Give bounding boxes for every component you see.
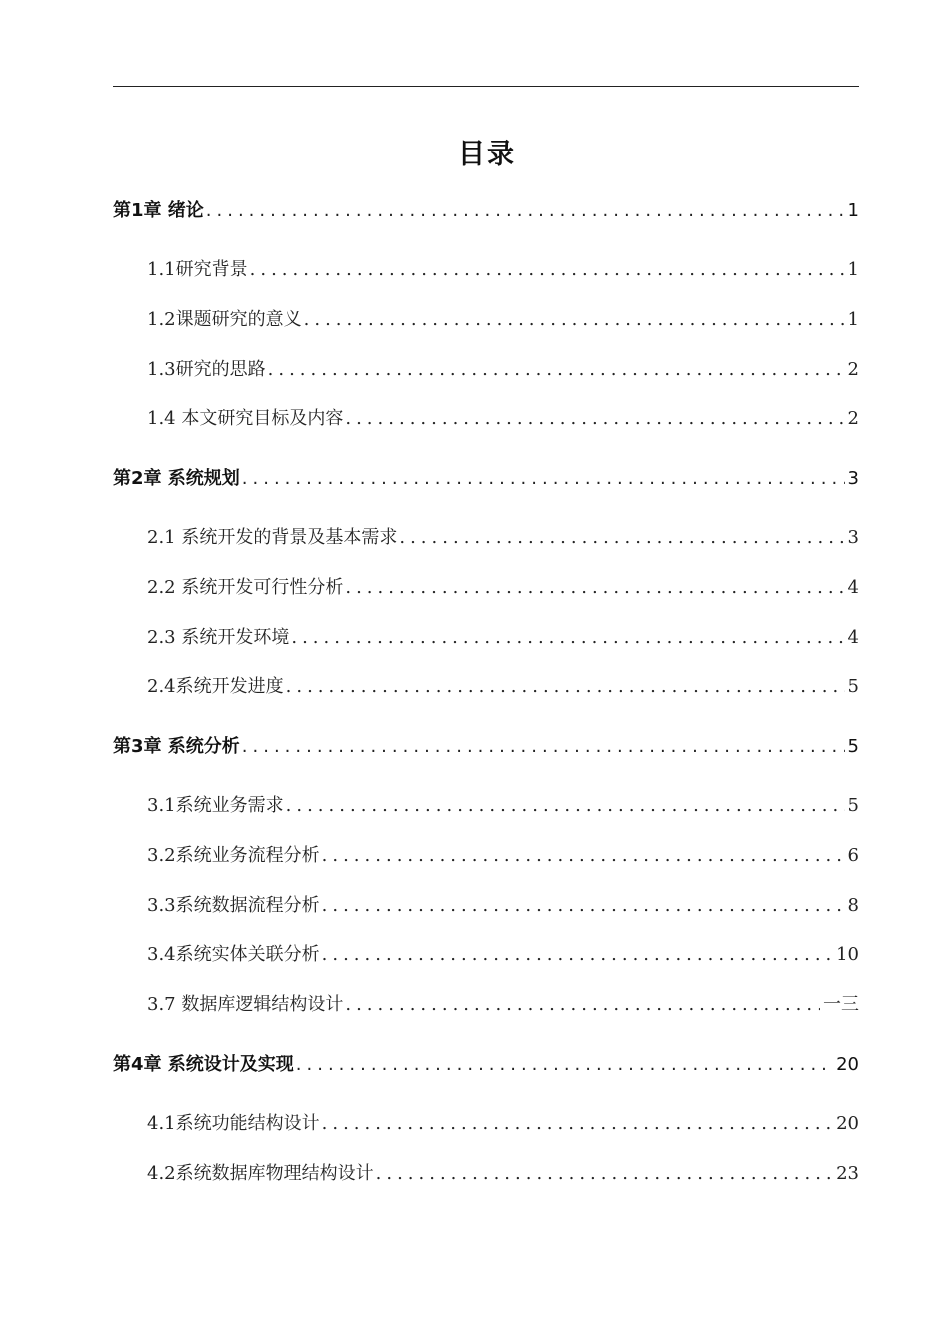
toc-entry-label: 第4章 系统设计及实现	[113, 1054, 294, 1075]
toc-entry-section[interactable]	[147, 573, 859, 603]
toc-entry-section[interactable]	[147, 891, 859, 921]
toc-entry-label: 第3章 系统分析	[113, 736, 240, 757]
dot-leader	[345, 408, 844, 429]
toc-entry-chapter[interactable]	[113, 732, 859, 762]
toc-entry-page: 6	[847, 845, 859, 866]
toc-entry-label: 3.1系统业务需求	[147, 795, 284, 816]
toc-entry-page: 20	[836, 1113, 859, 1134]
dot-leader	[322, 1113, 833, 1134]
toc-entry-section[interactable]	[147, 841, 859, 871]
toc-entry-page: 5	[847, 676, 859, 697]
toc-entry-label: 2.4系统开发进度	[147, 676, 284, 697]
toc-entry-page: 1	[847, 309, 859, 330]
dot-leader	[322, 944, 833, 965]
toc-entry-label: 4.2系统数据库物理结构设计	[147, 1163, 374, 1184]
toc-entry-page: 20	[836, 1054, 859, 1075]
toc-entry-page: 5	[847, 795, 859, 816]
toc-entry-label: 3.3系统数据流程分析	[147, 895, 320, 916]
toc-entry-page: 2	[847, 359, 859, 380]
toc-entry-section[interactable]	[147, 1109, 859, 1139]
toc-entry-page: 1	[847, 259, 859, 280]
toc-entry-label: 第2章 系统规划	[113, 468, 240, 489]
toc-entry-page: 23	[836, 1163, 859, 1184]
dot-leader	[286, 676, 845, 697]
toc-entry-chapter[interactable]	[113, 464, 859, 494]
dot-leader	[250, 259, 845, 280]
toc-entry-section[interactable]	[147, 791, 859, 821]
toc-entry-page: 4	[847, 627, 859, 648]
dot-leader	[376, 1163, 833, 1184]
toc-entry-chapter[interactable]	[113, 196, 859, 226]
dot-leader	[242, 736, 845, 757]
toc-title: 目录	[458, 139, 516, 170]
toc-entry-section[interactable]	[147, 255, 859, 285]
toc-entry-page: 3	[847, 468, 859, 489]
toc-entry-label: 第1章 绪论	[113, 200, 204, 221]
toc-entry-section[interactable]	[147, 1159, 859, 1189]
toc-entry-section[interactable]	[147, 404, 859, 434]
dot-leader	[242, 468, 845, 489]
toc-entry-page: 4	[847, 577, 859, 598]
toc-entry-label: 3.4系统实体关联分析	[147, 944, 320, 965]
toc-entry-page: 1	[847, 200, 859, 221]
toc-entry-label: 2.2 系统开发可行性分析	[147, 577, 344, 598]
toc-entry-page: 3	[847, 527, 859, 548]
toc-entry-label: 1.1研究背景	[147, 259, 248, 280]
dot-leader	[399, 527, 844, 548]
toc-entry-section[interactable]	[147, 990, 859, 1020]
toc-entry-section[interactable]	[147, 940, 859, 970]
dot-leader	[296, 1054, 833, 1075]
toc-entry-section[interactable]	[147, 623, 859, 653]
toc-entry-page: 5	[847, 736, 859, 757]
toc-entry-chapter[interactable]	[113, 1050, 859, 1080]
dot-leader	[345, 994, 820, 1015]
toc-entry-section[interactable]	[147, 523, 859, 553]
toc-entry-page: 一三	[823, 994, 859, 1015]
toc-entry-page: 8	[847, 895, 859, 916]
dot-leader	[322, 845, 845, 866]
toc-entry-label: 3.2系统业务流程分析	[147, 845, 320, 866]
toc-entry-label: 3.7 数据库逻辑结构设计	[147, 994, 344, 1015]
toc-entry-label: 1.3研究的思路	[147, 359, 266, 380]
dot-leader	[286, 795, 845, 816]
dot-leader	[291, 627, 844, 648]
dot-leader	[206, 200, 845, 221]
dot-leader	[268, 359, 845, 380]
toc-entry-page: 10	[836, 944, 859, 965]
toc-entry-label: 1.2课题研究的意义	[147, 309, 302, 330]
toc-entry-label: 1.4 本文研究目标及内容	[147, 408, 344, 429]
dot-leader	[322, 895, 845, 916]
toc-entry-section[interactable]	[147, 355, 859, 385]
dot-leader	[304, 309, 845, 330]
dot-leader	[345, 577, 844, 598]
toc-entry-section[interactable]	[147, 672, 859, 702]
toc-entry-label: 4.1系统功能结构设计	[147, 1113, 320, 1134]
toc-entry-label: 2.1 系统开发的背景及基本需求	[147, 527, 398, 548]
toc-entry-page: 2	[847, 408, 859, 429]
toc-entry-section[interactable]	[147, 305, 859, 335]
toc-entry-label: 2.3 系统开发环境	[147, 627, 290, 648]
